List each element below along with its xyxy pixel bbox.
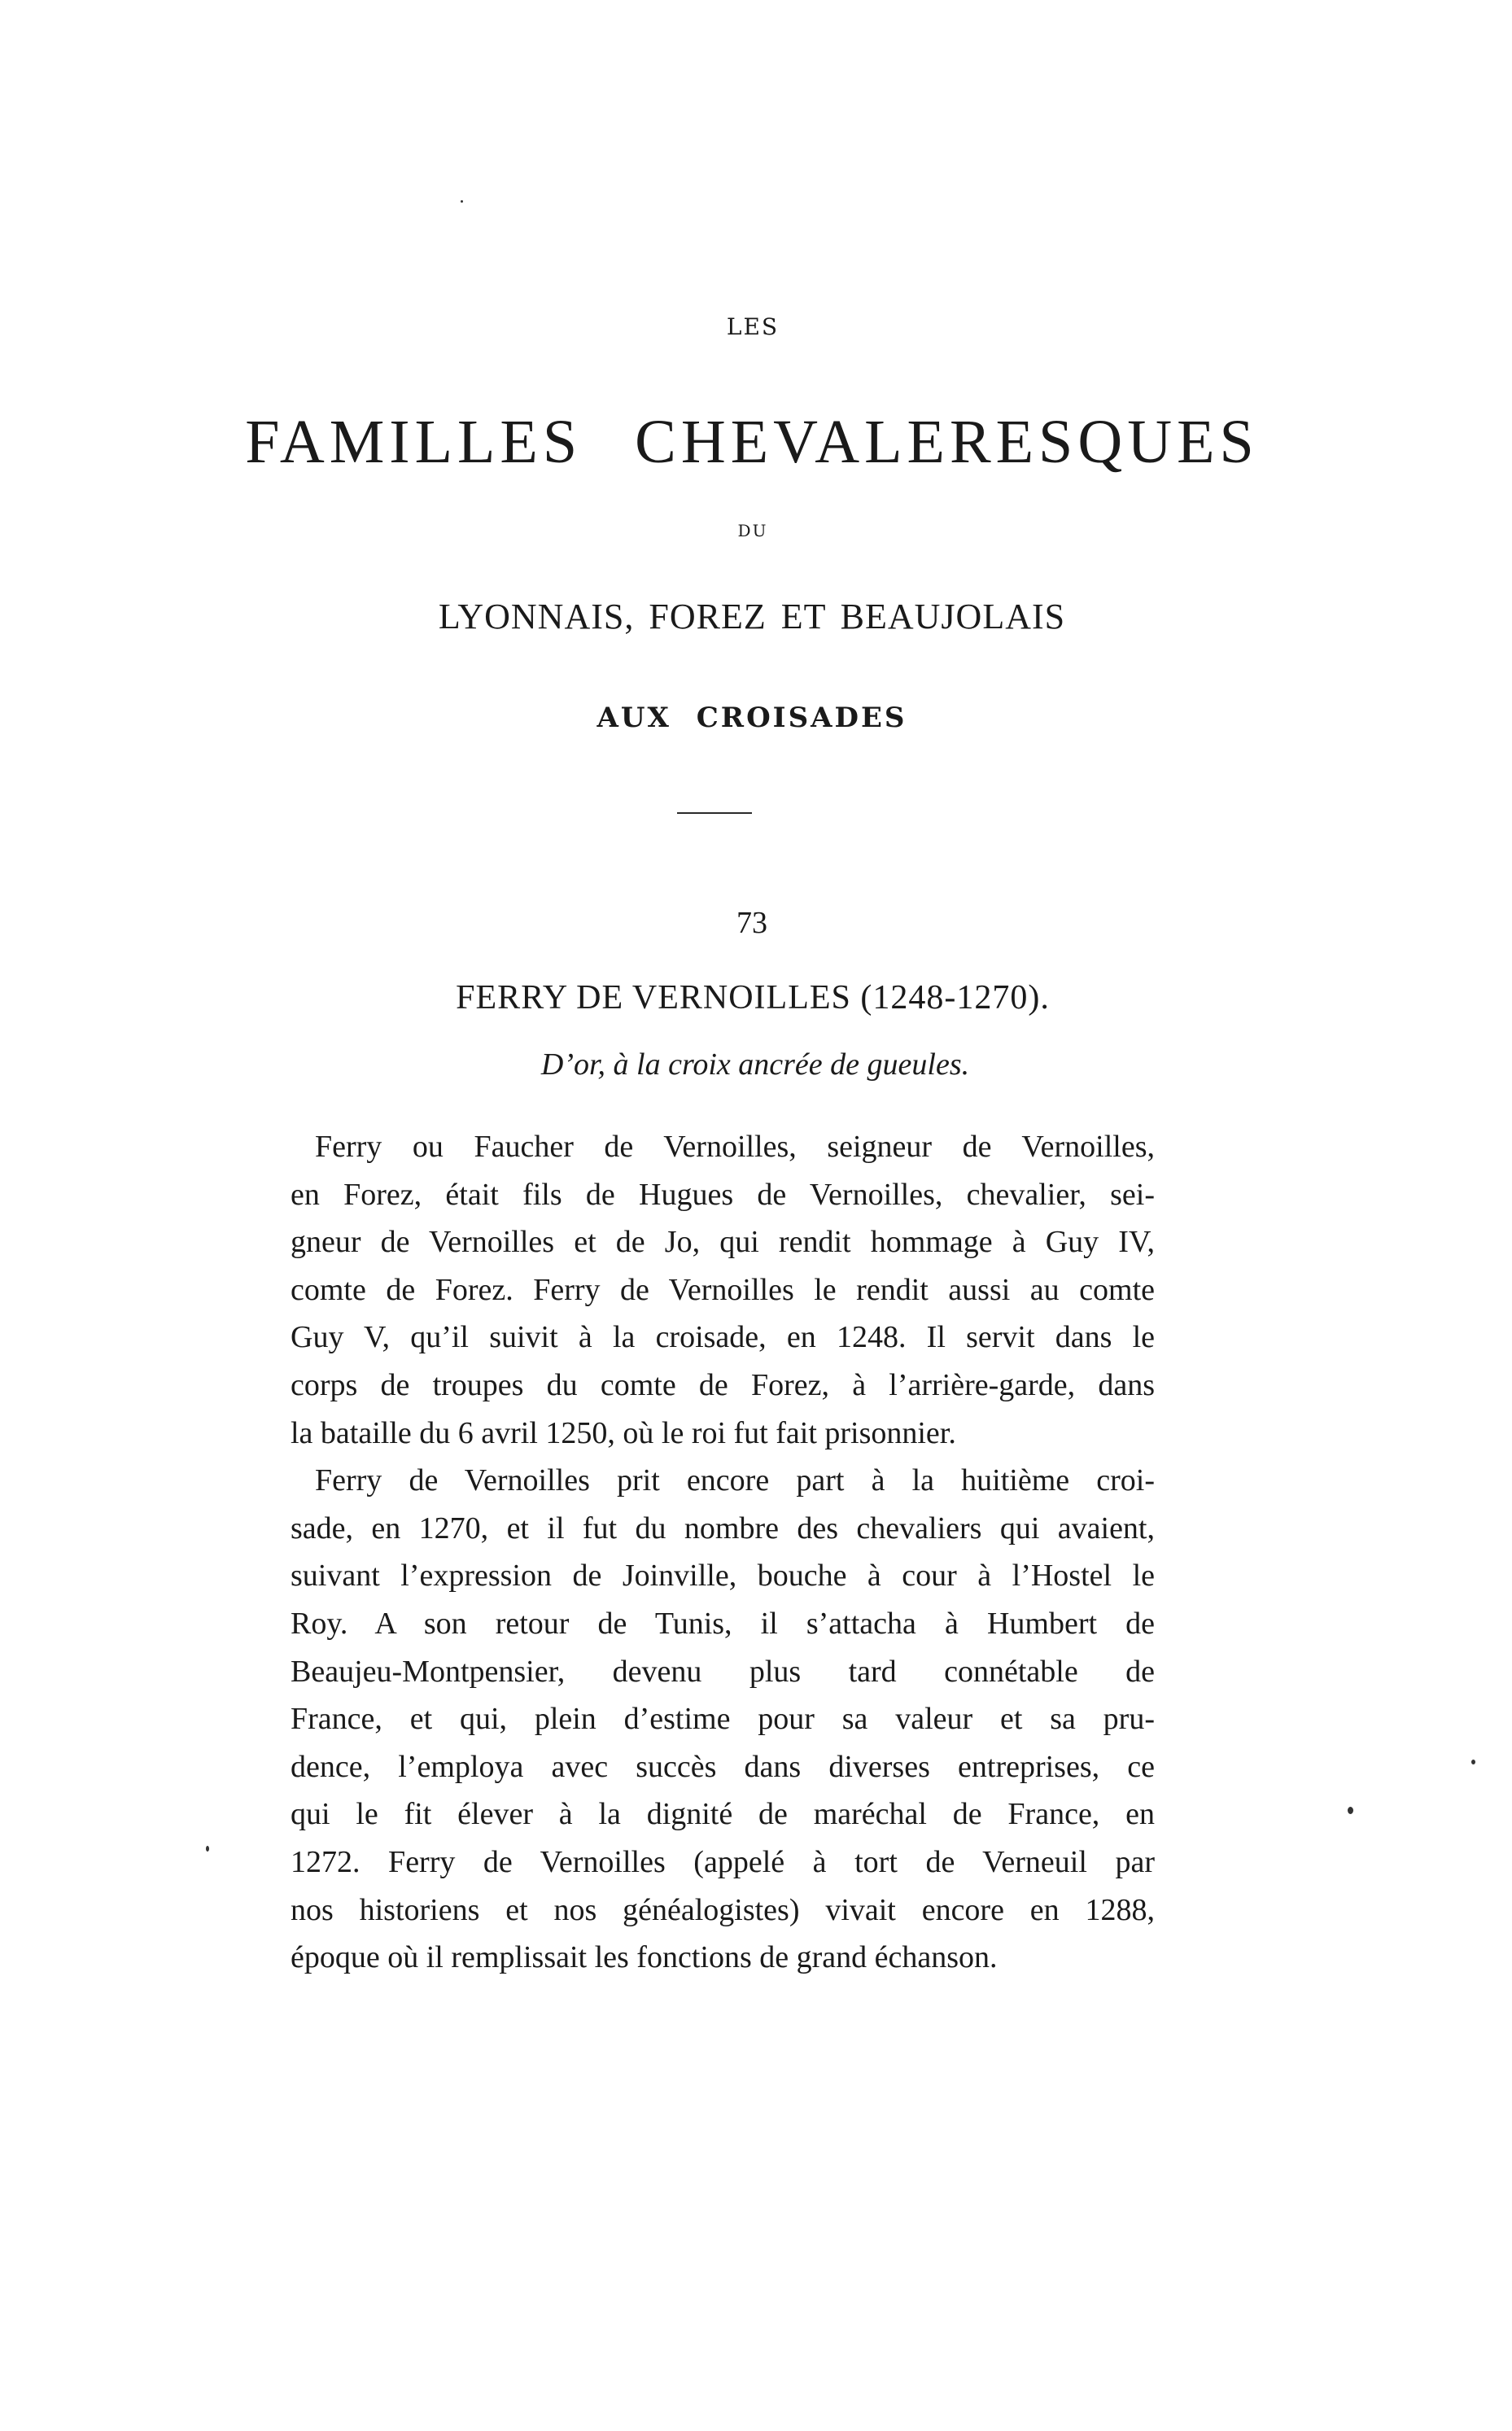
main-title: FAMILLES CHEVALERESQUES bbox=[245, 408, 1259, 476]
text-line: époque où il remplissait les fonctions de grand échanson. bbox=[291, 1940, 998, 1975]
paragraph-2 bbox=[291, 1457, 1155, 1982]
text-line: Ferry ou Faucher de Vernoilles, seigneur de Vernoilles, bbox=[315, 1130, 1155, 1164]
text-line: corps de troupes du comte de Forez, à l’arrière-garde, dans bbox=[291, 1367, 1155, 1402]
title-connector: DU bbox=[737, 521, 768, 540]
scan-speck bbox=[1471, 1760, 1475, 1764]
text-line: Guy V, qu’il suivit à la croisade, en 1248. Il servit dans le bbox=[291, 1320, 1155, 1355]
entry-blazon: D’or, à la croix ancrée de gueules. bbox=[540, 1047, 970, 1082]
text-line: la bataille du 6 avril 1250, où le roi fut fait prisonnier. bbox=[291, 1415, 956, 1450]
text-line: sade, en 1270, et il fut du nombre des chevaliers qui avaient, bbox=[291, 1511, 1155, 1546]
scan-speck bbox=[206, 1846, 209, 1852]
subtitle-regions: LYONNAIS, FOREZ ET BEAUJOLAIS bbox=[438, 597, 1066, 636]
text-line: qui le fit élever à la dignité de maréchal de France, en bbox=[291, 1797, 1155, 1832]
scan-speck bbox=[1348, 1807, 1353, 1814]
title-prefix: LES bbox=[726, 313, 780, 340]
entry-body bbox=[291, 1123, 1155, 1982]
text-line: en Forez, était fils de Hugues de Vernoilles, chevalier, sei- bbox=[291, 1177, 1155, 1212]
text-line: nos historiens et nos généalogistes) vivait encore en 1288, bbox=[291, 1892, 1155, 1927]
text-line: 1272. Ferry de Vernoilles (appelé à tort de Verneuil par bbox=[291, 1844, 1155, 1879]
text-line: gneur de Vernoilles et de Jo, qui rendit hommage à Guy IV, bbox=[291, 1225, 1155, 1260]
text-line: dence, l’employa avec succès dans diverses entreprises, ce bbox=[291, 1749, 1155, 1784]
text-line: Beaujeu-Montpensier, devenu plus tard connétable de bbox=[291, 1654, 1155, 1689]
text-line: Ferry de Vernoilles prit encore part à la huitième croi- bbox=[315, 1463, 1155, 1498]
text-line: suivant l’expression de Joinville, bouche à cour à l’Hostel le bbox=[291, 1559, 1155, 1594]
text-line: France, et qui, plein d’estime pour sa valeur et sa pru- bbox=[291, 1702, 1155, 1737]
subtitle-croisades: AUX CROISADES bbox=[596, 702, 907, 734]
paragraph-1 bbox=[291, 1123, 1155, 1457]
entry-number: 73 bbox=[736, 906, 767, 940]
scan-speck bbox=[461, 200, 463, 203]
text-line: Roy. A son retour de Tunis, il s’attacha à Humbert de bbox=[291, 1606, 1155, 1641]
text-line: comte de Forez. Ferry de Vernoilles le rendit aussi au comte bbox=[291, 1272, 1155, 1307]
section-divider bbox=[677, 812, 752, 814]
entry-heading: FERRY DE VERNOILLES (1248-1270). bbox=[456, 979, 1050, 1017]
